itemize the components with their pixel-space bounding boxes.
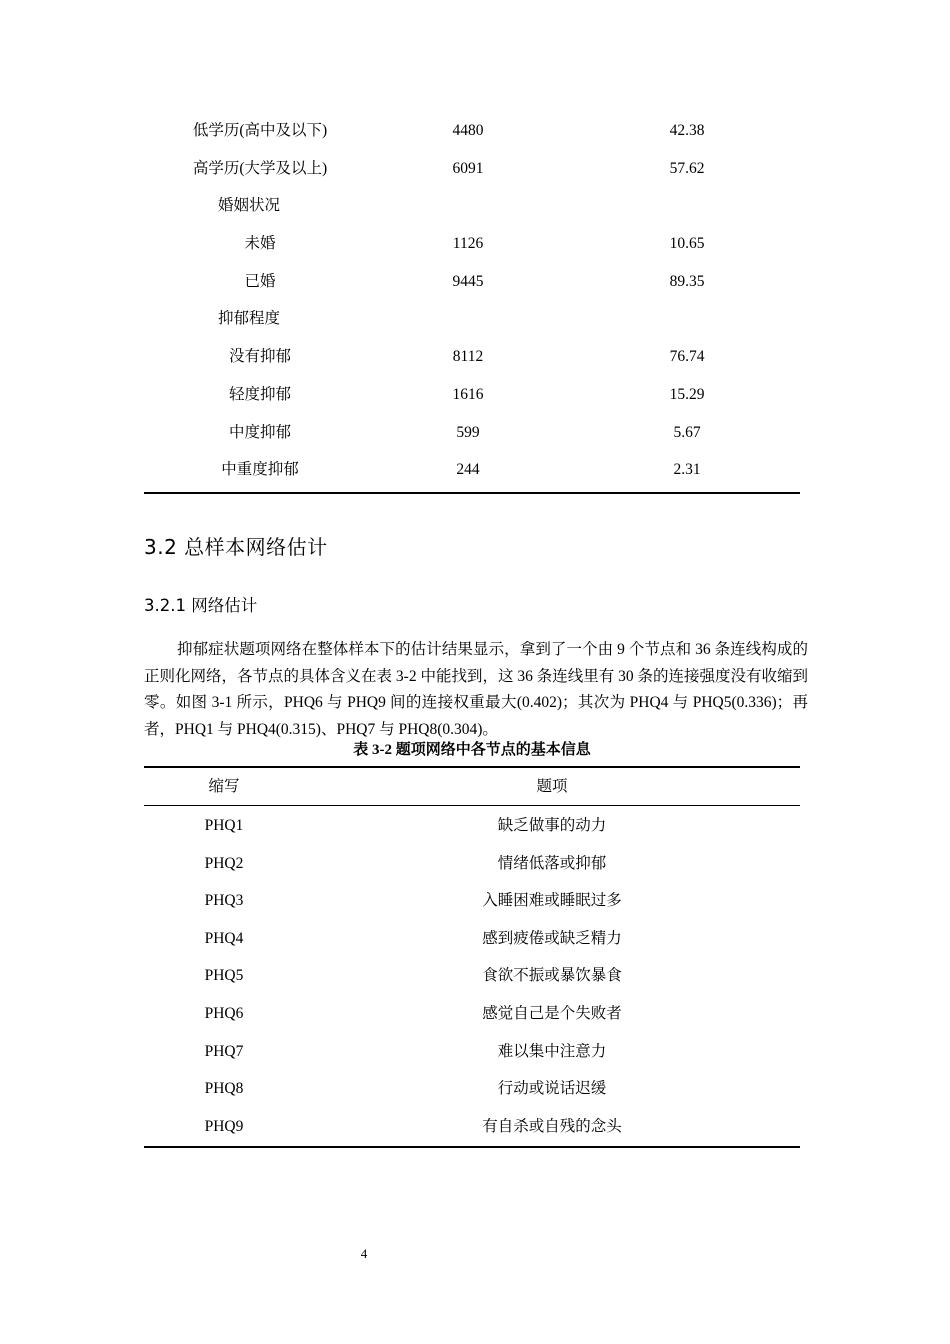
table-row <box>144 112 800 150</box>
row-count: 244 <box>456 461 480 479</box>
table-row <box>144 882 800 920</box>
row-label: 未婚 <box>244 235 276 253</box>
row-percent: 57.62 <box>669 159 705 177</box>
subsection-heading: 3.2.1 网络估计 <box>144 596 258 615</box>
table-header-rule <box>144 805 800 806</box>
demographics-table <box>144 112 800 489</box>
table-row <box>144 225 800 263</box>
table-category-row <box>144 187 800 225</box>
column-header-item: 题项 <box>536 778 568 795</box>
table-row <box>144 1108 800 1146</box>
table-row <box>144 451 800 489</box>
table-bottom-rule <box>144 1146 800 1148</box>
node-abbr: PHQ2 <box>204 854 244 872</box>
node-item: 难以集中注意力 <box>497 1042 607 1060</box>
row-count: 8112 <box>452 348 484 366</box>
category-label: 婚姻状况 <box>218 197 281 215</box>
node-item: 感到疲倦或缺乏精力 <box>482 929 622 947</box>
table-bottom-rule <box>144 492 800 494</box>
column-header-abbr: 缩写 <box>208 778 240 795</box>
table-body <box>144 807 800 1145</box>
row-label: 中重度抑郁 <box>221 461 299 479</box>
table-row <box>144 920 800 958</box>
row-label: 轻度抑郁 <box>228 385 291 403</box>
section-heading: 3.2 总样本网络估计 <box>144 535 328 559</box>
page-number: 4 <box>360 1246 368 1261</box>
node-abbr: PHQ5 <box>204 967 244 985</box>
row-percent: 89.35 <box>669 272 705 290</box>
node-item: 缺乏做事的动力 <box>497 817 607 834</box>
node-item: 食欲不振或暴饮暴食 <box>482 967 622 985</box>
node-abbr: PHQ6 <box>204 1004 244 1022</box>
table-header-row <box>144 768 800 805</box>
row-label: 中度抑郁 <box>228 423 291 441</box>
table-row <box>144 807 800 845</box>
table-row <box>144 845 800 883</box>
row-count: 9445 <box>452 272 484 290</box>
row-count: 1126 <box>452 235 484 253</box>
table-category-row <box>144 300 800 338</box>
node-abbr: PHQ9 <box>204 1117 244 1135</box>
node-abbr: PHQ7 <box>204 1042 244 1060</box>
table-row <box>144 957 800 995</box>
row-count: 4480 <box>452 122 484 139</box>
node-abbr: PHQ8 <box>204 1080 244 1098</box>
node-item: 感觉自己是个失败者 <box>482 1004 622 1022</box>
table-row <box>144 263 800 301</box>
node-abbr: PHQ1 <box>204 817 244 834</box>
category-label: 抑郁程度 <box>218 310 281 328</box>
row-label: 没有抑郁 <box>228 348 291 366</box>
node-item: 有自杀或自残的念头 <box>482 1117 622 1135</box>
table-row <box>144 1070 800 1108</box>
row-percent: 42.38 <box>669 122 705 139</box>
row-percent: 10.65 <box>669 235 705 253</box>
table-row <box>144 414 800 452</box>
body-paragraph: 抑郁症状题项网络在整体样本下的估计结果显示，拿到了一个由 9 个节点和 36 条连线构成的正则化网络，各节点的具体含义在表 3-2 中能找到，这 36 条连线里有 30 条的连接强度没有收缩到零。如图 3-1 所示，PHQ6 与 PHQ9 间的连接权重最大(0.402)；其次为 PHQ4 与 PHQ5(0.336)；再者，PHQ1 与 PHQ4(0.315)、PHQ7 与 PHQ8(0.304)。 <box>144 641 808 738</box>
table-row <box>144 995 800 1033</box>
row-count: 6091 <box>452 159 484 177</box>
node-abbr: PHQ4 <box>204 929 244 947</box>
table-caption: 表 3-2 题项网络中各节点的基本信息 <box>353 742 591 758</box>
table-row <box>144 150 800 188</box>
row-count: 1616 <box>452 385 484 403</box>
row-label: 已婚 <box>244 272 276 290</box>
row-label: 高学历(大学及以上) <box>192 159 328 177</box>
node-item: 行动或说话迟缓 <box>497 1080 607 1098</box>
node-abbr: PHQ3 <box>204 892 244 910</box>
table-row <box>144 1033 800 1071</box>
row-percent: 2.31 <box>673 461 701 479</box>
row-percent: 15.29 <box>669 385 705 403</box>
node-item: 情绪低落或抑郁 <box>497 854 607 872</box>
node-item: 入睡困难或睡眠过多 <box>482 892 622 910</box>
row-label: 低学历(高中及以下) <box>192 122 328 139</box>
table-row <box>144 338 800 376</box>
row-count: 599 <box>456 423 480 441</box>
table-row <box>144 376 800 414</box>
row-percent: 76.74 <box>669 348 705 366</box>
row-percent: 5.67 <box>673 423 701 441</box>
